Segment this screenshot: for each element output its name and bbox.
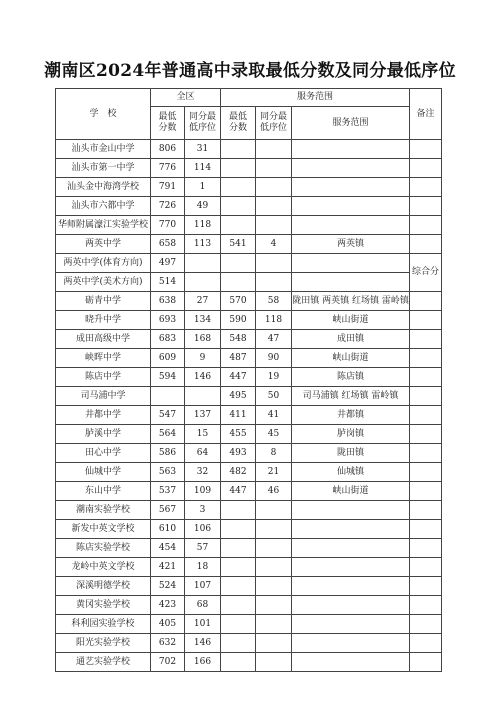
rank-cell: 134 xyxy=(185,311,221,330)
min-score-cell: 693 xyxy=(151,311,185,330)
table-body xyxy=(56,89,442,672)
service-rank-cell xyxy=(256,178,292,197)
rank-cell: 146 xyxy=(185,368,221,387)
service-area-cell: 胪岗镇 xyxy=(292,425,410,444)
service-rank-cell xyxy=(256,558,292,577)
remark-cell xyxy=(410,634,442,653)
min-score-cell: 567 xyxy=(151,501,185,520)
school-name-cell: 汕头市六都中学 xyxy=(56,197,151,216)
rank-cell: 118 xyxy=(185,216,221,235)
page-title: 潮南区2024年普通高中录取最低分数及同分最低序位 xyxy=(44,61,456,81)
rank-cell: 31 xyxy=(185,140,221,159)
service-area-cell: 司马浦镇 红场镇 雷岭镇 xyxy=(292,387,410,406)
service-rank-cell xyxy=(256,159,292,178)
service-area-cell: 成田镇 xyxy=(292,330,410,349)
school-name-cell: 井都中学 xyxy=(56,406,151,425)
min-score-cell: 547 xyxy=(151,406,185,425)
service-area-cell: 井都镇 xyxy=(292,406,410,425)
rank-cell: 57 xyxy=(185,539,221,558)
min-score-cell: 564 xyxy=(151,425,185,444)
school-name-cell: 晓升中学 xyxy=(56,311,151,330)
school-name-cell: 汕头市第一中学 xyxy=(56,159,151,178)
remark-cell xyxy=(410,311,442,330)
remark-cell xyxy=(410,330,442,349)
remark-cell xyxy=(410,520,442,539)
school-name-cell: 仙城中学 xyxy=(56,463,151,482)
service-rank-cell xyxy=(256,197,292,216)
service-min-score-cell xyxy=(221,178,256,197)
service-rank-cell: 90 xyxy=(256,349,292,368)
service-min-score-cell: 495 xyxy=(221,387,256,406)
service-area-cell: 仙城镇 xyxy=(292,463,410,482)
min-score-cell: 702 xyxy=(151,653,185,672)
min-score-cell: 638 xyxy=(151,292,185,311)
rank-cell: 109 xyxy=(185,482,221,501)
min-score-cell: 524 xyxy=(151,577,185,596)
service-area-cell xyxy=(292,653,410,672)
service-area-cell xyxy=(292,140,410,159)
service-rank-cell xyxy=(256,634,292,653)
header-school: 学 校 xyxy=(56,89,151,140)
min-score-cell: 658 xyxy=(151,235,185,254)
remark-cell xyxy=(410,140,442,159)
header-all-district: 全区 xyxy=(151,89,221,107)
min-score-cell: 726 xyxy=(151,197,185,216)
service-min-score-cell xyxy=(221,159,256,178)
service-min-score-cell xyxy=(221,634,256,653)
min-score-cell: 514 xyxy=(151,273,185,292)
header-min-score: 最低分数 xyxy=(151,107,185,140)
remark-cell xyxy=(410,539,442,558)
service-min-score-cell xyxy=(221,596,256,615)
service-rank-cell xyxy=(256,615,292,634)
service-min-score-cell: 570 xyxy=(221,292,256,311)
remark-cell xyxy=(410,235,442,254)
school-name-cell: 司马浦中学 xyxy=(56,387,151,406)
school-name-cell: 陈店中学 xyxy=(56,368,151,387)
service-min-score-cell xyxy=(221,254,256,273)
rank-cell: 15 xyxy=(185,425,221,444)
service-area-cell xyxy=(292,615,410,634)
service-min-score-cell: 455 xyxy=(221,425,256,444)
school-name-cell: 成田高级中学 xyxy=(56,330,151,349)
table-row xyxy=(56,596,442,615)
remark-cell xyxy=(410,501,442,520)
table-row xyxy=(56,539,442,558)
min-score-cell: 609 xyxy=(151,349,185,368)
min-score-cell: 632 xyxy=(151,634,185,653)
table-row xyxy=(56,444,442,463)
service-rank-cell xyxy=(256,539,292,558)
service-area-cell xyxy=(292,558,410,577)
service-area-cell: 陈店镇 xyxy=(292,368,410,387)
table-row xyxy=(56,653,442,672)
rank-cell: 64 xyxy=(185,444,221,463)
service-area-cell xyxy=(292,596,410,615)
remark-cell xyxy=(410,615,442,634)
min-score-cell: 497 xyxy=(151,254,185,273)
rank-cell: 27 xyxy=(185,292,221,311)
table-row xyxy=(56,615,442,634)
school-name-cell: 陈店实验学校 xyxy=(56,539,151,558)
header-row-1 xyxy=(56,89,442,107)
service-min-score-cell: 590 xyxy=(221,311,256,330)
admission-score-table xyxy=(55,88,442,672)
min-score-cell: 610 xyxy=(151,520,185,539)
table-row xyxy=(56,558,442,577)
service-min-score-cell: 411 xyxy=(221,406,256,425)
service-area-cell xyxy=(292,197,410,216)
service-min-score-cell xyxy=(221,273,256,292)
service-area-cell: 陇田镇 xyxy=(292,444,410,463)
service-min-score-cell xyxy=(221,615,256,634)
min-score-cell: 594 xyxy=(151,368,185,387)
table-row xyxy=(56,634,442,653)
service-area-cell: 峡山街道 xyxy=(292,311,410,330)
service-min-score-cell: 447 xyxy=(221,368,256,387)
service-min-score-cell xyxy=(221,520,256,539)
service-rank-cell xyxy=(256,216,292,235)
table-row xyxy=(56,197,442,216)
table-row xyxy=(56,406,442,425)
table-row xyxy=(56,577,442,596)
school-name-cell: 汕头市金山中学 xyxy=(56,140,151,159)
header-service-min-score: 最低分数 xyxy=(221,107,256,140)
min-score-cell: 776 xyxy=(151,159,185,178)
school-name-cell: 龙岭中英文学校 xyxy=(56,558,151,577)
table-row xyxy=(56,425,442,444)
rank-cell xyxy=(185,387,221,406)
rank-cell: 32 xyxy=(185,463,221,482)
school-name-cell: 两英中学(美术方向) xyxy=(56,273,151,292)
service-min-score-cell xyxy=(221,539,256,558)
remark-cell xyxy=(410,577,442,596)
table-row xyxy=(56,349,442,368)
rank-cell: 68 xyxy=(185,596,221,615)
service-area-cell: 两英镇 xyxy=(292,235,410,254)
header-rank: 同分最低序位 xyxy=(185,107,221,140)
table-row xyxy=(56,330,442,349)
rank-cell: 18 xyxy=(185,558,221,577)
service-min-score-cell: 482 xyxy=(221,463,256,482)
service-rank-cell xyxy=(256,596,292,615)
rank-cell: 107 xyxy=(185,577,221,596)
min-score-cell: 537 xyxy=(151,482,185,501)
table-row xyxy=(56,482,442,501)
service-rank-cell: 50 xyxy=(256,387,292,406)
school-name-cell: 东山中学 xyxy=(56,482,151,501)
table-row xyxy=(56,520,442,539)
service-min-score-cell xyxy=(221,216,256,235)
remark-cell xyxy=(410,159,442,178)
table-row xyxy=(56,159,442,178)
rank-cell: 114 xyxy=(185,159,221,178)
remark-cell xyxy=(410,216,442,235)
table-row xyxy=(56,254,442,273)
remark-cell xyxy=(410,444,442,463)
min-score-cell: 405 xyxy=(151,615,185,634)
school-name-cell: 两英中学(体育方向) xyxy=(56,254,151,273)
service-rank-cell: 8 xyxy=(256,444,292,463)
service-min-score-cell xyxy=(221,140,256,159)
service-min-score-cell xyxy=(221,558,256,577)
rank-cell: 3 xyxy=(185,501,221,520)
service-area-cell xyxy=(292,216,410,235)
table-row xyxy=(56,501,442,520)
service-rank-cell: 21 xyxy=(256,463,292,482)
remark-cell xyxy=(410,197,442,216)
service-rank-cell: 4 xyxy=(256,235,292,254)
header-service-area-group: 服务范围 xyxy=(221,89,410,107)
service-min-score-cell: 487 xyxy=(221,349,256,368)
header-service-area: 服务范围 xyxy=(292,107,410,140)
service-rank-cell xyxy=(256,140,292,159)
table-row xyxy=(56,463,442,482)
min-score-cell: 806 xyxy=(151,140,185,159)
table-row xyxy=(56,311,442,330)
service-min-score-cell xyxy=(221,577,256,596)
remark-cell: 综合分 xyxy=(410,254,442,292)
school-name-cell: 华师附属濠江实验学校 xyxy=(56,216,151,235)
service-rank-cell xyxy=(256,273,292,292)
service-min-score-cell: 541 xyxy=(221,235,256,254)
rank-cell: 166 xyxy=(185,653,221,672)
remark-cell xyxy=(410,653,442,672)
service-min-score-cell xyxy=(221,653,256,672)
rank-cell xyxy=(185,273,221,292)
service-area-cell xyxy=(292,273,410,292)
school-name-cell: 新发中英文学校 xyxy=(56,520,151,539)
service-rank-cell: 19 xyxy=(256,368,292,387)
header-remark: 备注 xyxy=(410,89,442,140)
school-name-cell: 峡晖中学 xyxy=(56,349,151,368)
service-rank-cell: 47 xyxy=(256,330,292,349)
remark-cell xyxy=(410,463,442,482)
table-row xyxy=(56,235,442,254)
min-score-cell: 421 xyxy=(151,558,185,577)
min-score-cell xyxy=(151,387,185,406)
table-row xyxy=(56,216,442,235)
remark-cell xyxy=(410,425,442,444)
rank-cell: 106 xyxy=(185,520,221,539)
table-row xyxy=(56,273,442,292)
service-area-cell xyxy=(292,254,410,273)
service-rank-cell xyxy=(256,577,292,596)
service-rank-cell: 118 xyxy=(256,311,292,330)
table-row xyxy=(56,140,442,159)
service-area-cell xyxy=(292,634,410,653)
remark-cell xyxy=(410,558,442,577)
service-min-score-cell xyxy=(221,501,256,520)
min-score-cell: 563 xyxy=(151,463,185,482)
service-rank-cell xyxy=(256,254,292,273)
rank-cell: 1 xyxy=(185,178,221,197)
school-name-cell: 深溪明德学校 xyxy=(56,577,151,596)
school-name-cell: 汕头金中海湾学校 xyxy=(56,178,151,197)
service-min-score-cell xyxy=(221,197,256,216)
service-rank-cell xyxy=(256,653,292,672)
rank-cell: 9 xyxy=(185,349,221,368)
rank-cell: 168 xyxy=(185,330,221,349)
header-service-rank: 同分最低序位 xyxy=(256,107,292,140)
rank-cell: 113 xyxy=(185,235,221,254)
rank-cell: 101 xyxy=(185,615,221,634)
min-score-cell: 454 xyxy=(151,539,185,558)
school-name-cell: 胪溪中学 xyxy=(56,425,151,444)
service-rank-cell: 41 xyxy=(256,406,292,425)
school-name-cell: 阳光实验学校 xyxy=(56,634,151,653)
school-name-cell: 砺青中学 xyxy=(56,292,151,311)
rank-cell: 49 xyxy=(185,197,221,216)
service-area-cell xyxy=(292,520,410,539)
min-score-cell: 683 xyxy=(151,330,185,349)
min-score-cell: 586 xyxy=(151,444,185,463)
service-area-cell xyxy=(292,159,410,178)
service-area-cell xyxy=(292,539,410,558)
table-row xyxy=(56,292,442,311)
rank-cell: 146 xyxy=(185,634,221,653)
service-area-cell: 峡山街道 xyxy=(292,482,410,501)
rank-cell: 137 xyxy=(185,406,221,425)
school-name-cell: 通艺实验学校 xyxy=(56,653,151,672)
service-rank-cell xyxy=(256,520,292,539)
school-name-cell: 黄冈实验学校 xyxy=(56,596,151,615)
service-area-cell: 陇田镇 两英镇 红场镇 雷岭镇 xyxy=(292,292,410,311)
service-rank-cell: 45 xyxy=(256,425,292,444)
min-score-cell: 791 xyxy=(151,178,185,197)
service-area-cell xyxy=(292,178,410,197)
remark-cell xyxy=(410,292,442,311)
remark-cell xyxy=(410,596,442,615)
remark-cell xyxy=(410,178,442,197)
remark-cell xyxy=(410,482,442,501)
school-name-cell: 科利园实验学校 xyxy=(56,615,151,634)
school-name-cell: 两英中学 xyxy=(56,235,151,254)
remark-cell xyxy=(410,368,442,387)
service-min-score-cell: 548 xyxy=(221,330,256,349)
service-area-cell xyxy=(292,501,410,520)
remark-cell xyxy=(410,387,442,406)
service-min-score-cell: 447 xyxy=(221,482,256,501)
school-name-cell: 潮南实验学校 xyxy=(56,501,151,520)
service-rank-cell: 46 xyxy=(256,482,292,501)
service-rank-cell xyxy=(256,501,292,520)
min-score-cell: 423 xyxy=(151,596,185,615)
service-area-cell: 峡山街道 xyxy=(292,349,410,368)
remark-cell xyxy=(410,349,442,368)
remark-cell xyxy=(410,406,442,425)
table-row xyxy=(56,387,442,406)
table-row xyxy=(56,368,442,387)
min-score-cell: 770 xyxy=(151,216,185,235)
rank-cell xyxy=(185,254,221,273)
table-row xyxy=(56,178,442,197)
school-name-cell: 田心中学 xyxy=(56,444,151,463)
service-area-cell xyxy=(292,577,410,596)
service-rank-cell: 58 xyxy=(256,292,292,311)
service-min-score-cell: 493 xyxy=(221,444,256,463)
